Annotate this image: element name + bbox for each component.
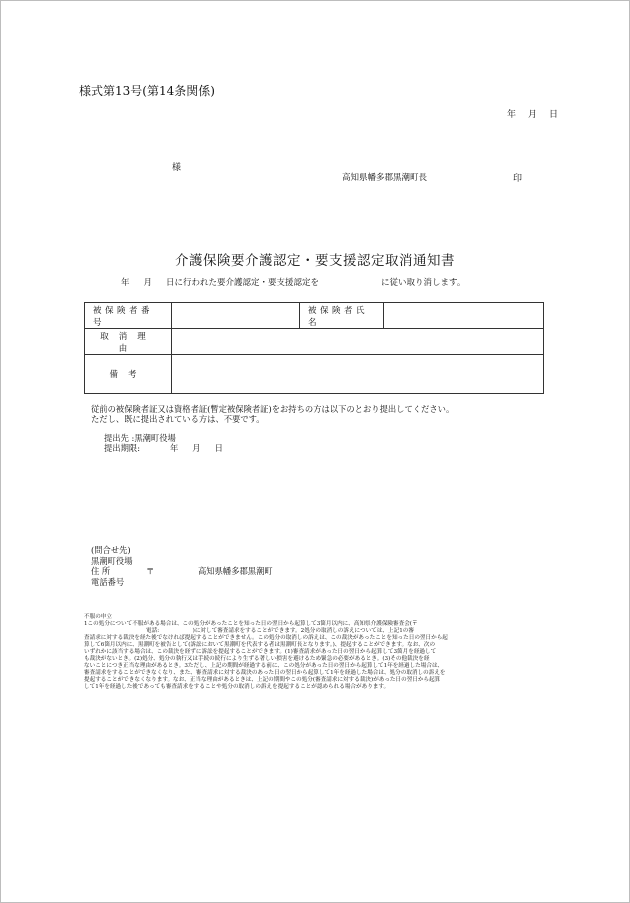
postal-mark: 〒 bbox=[146, 566, 155, 576]
table-row bbox=[85, 303, 544, 329]
address-value: 高知県幡多郡黒潮町 bbox=[198, 566, 273, 576]
appeal-line: ないことにつき正当な理由があるとき。3ただし、上記の期間が経過する前に、この処分があった日の翌日から起算して1年を経過した場合は、 bbox=[84, 663, 444, 669]
certification-table bbox=[84, 302, 544, 394]
deadline-day: 日 bbox=[214, 443, 223, 453]
intro-month: 月 bbox=[143, 278, 153, 288]
intro-text-1: 日に行われた要介護認定・要支援認定を bbox=[166, 278, 320, 288]
appeal-line: 審査請求をすることができなくなり、また、審査請求に対する裁決のあった日の翌日から起算して1年を経過した場合は、処分の取消しの訴えを bbox=[84, 670, 446, 676]
insured-number-value bbox=[172, 303, 300, 329]
appeal-line: 提起することができなくなります。なお、正当な理由があるときは、上記の期間やこの処分(審査請求に対する裁決)があった日の翌日から起算 bbox=[84, 677, 441, 683]
appeal-heading: 不服の申立 bbox=[84, 614, 112, 620]
submit-deadline bbox=[104, 442, 223, 454]
submit-destination: 提出先 :黒潮町役場 bbox=[104, 433, 176, 443]
intro-year: 年 bbox=[121, 278, 130, 288]
appeal-line: いずれかに該当する場合は、この裁決を経ずに訴訟を提起することができます。(1)審査請求があった日の翌日から起算して3箇月を経過して bbox=[84, 649, 437, 655]
insured-number-label: 被保険者番号 bbox=[85, 303, 172, 329]
deadline-year: 年 bbox=[169, 443, 179, 453]
return-instruction: 従前の被保険者証又は資格者証(暫定被保険者証)をお持ちの方は以下のとおり提出してください。 bbox=[91, 404, 455, 414]
deadline-month: 月 bbox=[192, 443, 201, 453]
reason-value bbox=[172, 329, 544, 355]
appeal-line: 電話: )に対して審査請求をすることができます。2処分の取消しの訴えについては、上記1の審 bbox=[146, 628, 414, 634]
form-number: 様式第13号(第14条関係) bbox=[79, 84, 215, 98]
intro-text-2: に従い取り消します。 bbox=[381, 278, 466, 288]
appeal-notice bbox=[84, 614, 546, 691]
table-row bbox=[85, 355, 544, 394]
document-title: 介護保険要介護認定・要支援認定取消通知書 bbox=[175, 253, 455, 269]
remarks-value bbox=[172, 355, 544, 394]
insured-name-label: 被保険者氏名 bbox=[300, 303, 384, 329]
addressee-suffix: 様 bbox=[172, 163, 182, 173]
issue-date bbox=[507, 107, 570, 120]
date-year-label: 年 bbox=[507, 110, 517, 120]
date-month-label: 月 bbox=[528, 110, 538, 120]
appeal-line: 算して6箇月以内に、黒潮町を被告として(訴訟において黒潮町を代表する者は黒潮町長となります。)、提起することができます。なお、次の bbox=[84, 642, 436, 648]
deadline-label: 提出期限: bbox=[104, 443, 140, 453]
remarks-label: 備考 bbox=[85, 355, 172, 394]
intro-sentence bbox=[121, 276, 465, 288]
phone-label: 電話番号 bbox=[91, 576, 125, 587]
inquiry-office: 黒潮町役場 bbox=[91, 555, 133, 566]
inquiry-block bbox=[91, 545, 273, 587]
inquiry-address-row bbox=[91, 566, 273, 577]
insured-name-value bbox=[384, 303, 544, 329]
appeal-line: して1年を経過した後であっても審査請求をすることや処分の取消しの訴えを提起することが認められる場合があります。 bbox=[84, 684, 390, 690]
address-label: 住 所 bbox=[91, 566, 111, 576]
return-exemption: ただし、既に提出されている方は、不要です。 bbox=[91, 414, 265, 424]
seal-mark: 印 bbox=[513, 174, 523, 184]
inquiry-heading: (問合せ先) bbox=[91, 545, 131, 555]
table-row bbox=[85, 329, 544, 355]
date-day-label: 日 bbox=[549, 110, 559, 120]
reason-label: 取消理由 bbox=[85, 329, 172, 355]
appeal-line: 1この処分について不服がある場合は、この処分があったことを知った日の翌日から起算して3箇月以内に、高知県介護保険審査会(〒 bbox=[84, 621, 418, 627]
issuer-name: 高知県幡多郡黒潮町長 bbox=[342, 173, 428, 183]
appeal-line: も裁決がないとき。(2)処分、処分の執行又は手続の続行により生ずる著しい損害を避けるため緊急の必要があるとき。(3)その他裁決を経 bbox=[84, 656, 430, 662]
appeal-line: 査請求に対する裁決を経た後でなければ提起することができません。この処分の取消しの訴えは、この裁決があったことを知った日の翌日から起 bbox=[84, 635, 448, 641]
